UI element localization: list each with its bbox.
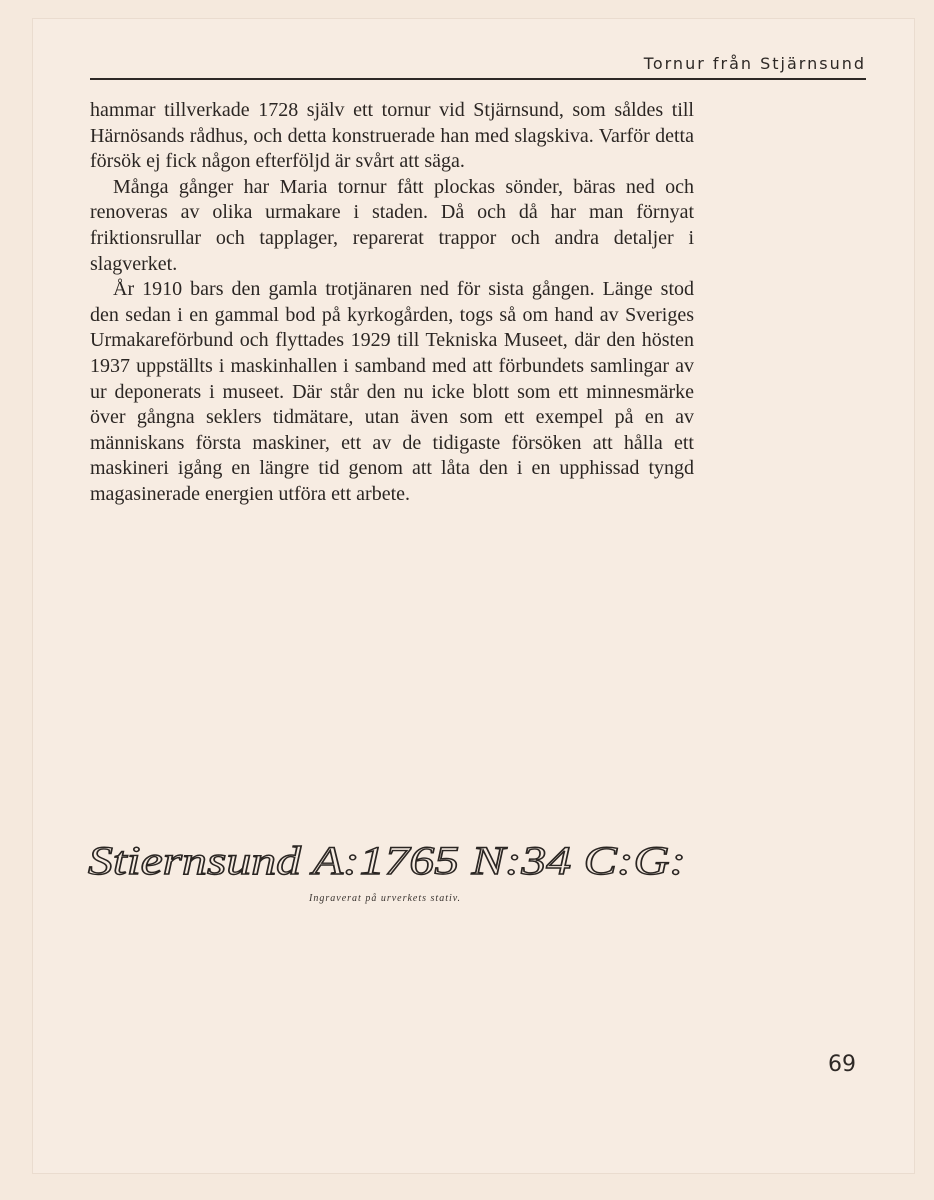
paragraph-2: Många gånger har Maria tornur fått plockas sönder, bäras ned och renoveras av olika urmakare i staden. Då och då har man förnyat friktionsrullar och tapplager, reparerat trappor och andra detaljer i slagverket. [90, 175, 694, 275]
paragraph-1: hammar tillverkade 1728 själv ett tornur vid Stjärnsund, som såldes till Härnösands rådhus, och detta konstruerade han med slagskiva. Varför detta försök ej fick någon efterföljd är svårt att säga. [90, 99, 694, 173]
page-number: 69 [828, 1052, 856, 1077]
body-text [90, 98, 694, 508]
engraving-text: Stiernsund A:1765 N:34 C:G: [88, 838, 686, 883]
header-rule [90, 78, 866, 80]
engraving-caption: Ingraverat på urverkets stativ. [309, 893, 461, 904]
engraving-graphic [88, 832, 688, 892]
engraved-inscription [88, 832, 688, 892]
paragraph-3: År 1910 bars den gamla trotjänaren ned för sista gången. Länge stod den sedan i en gammal bod på kyrkogården, togs så om hand av Sveriges Urmakareförbund och flyttades 1929 till Tekniska Museet, där den hösten 1937 uppställts i maskinhallen i samband med att förbundets samlingar av ur deponerats i museet. Där står den nu icke blott som ett minnesmärke över gångna seklers tidmätare, utan även som ett exempel på en av människans första maskiner, ett av de tidigaste försöken att hålla ett maskineri igång en längre tid genom att låta den i en upphissad tyngd magasinerade energien utföra ett arbete. [90, 278, 694, 505]
running-head: Tornur från Stjärnsund [643, 54, 866, 73]
